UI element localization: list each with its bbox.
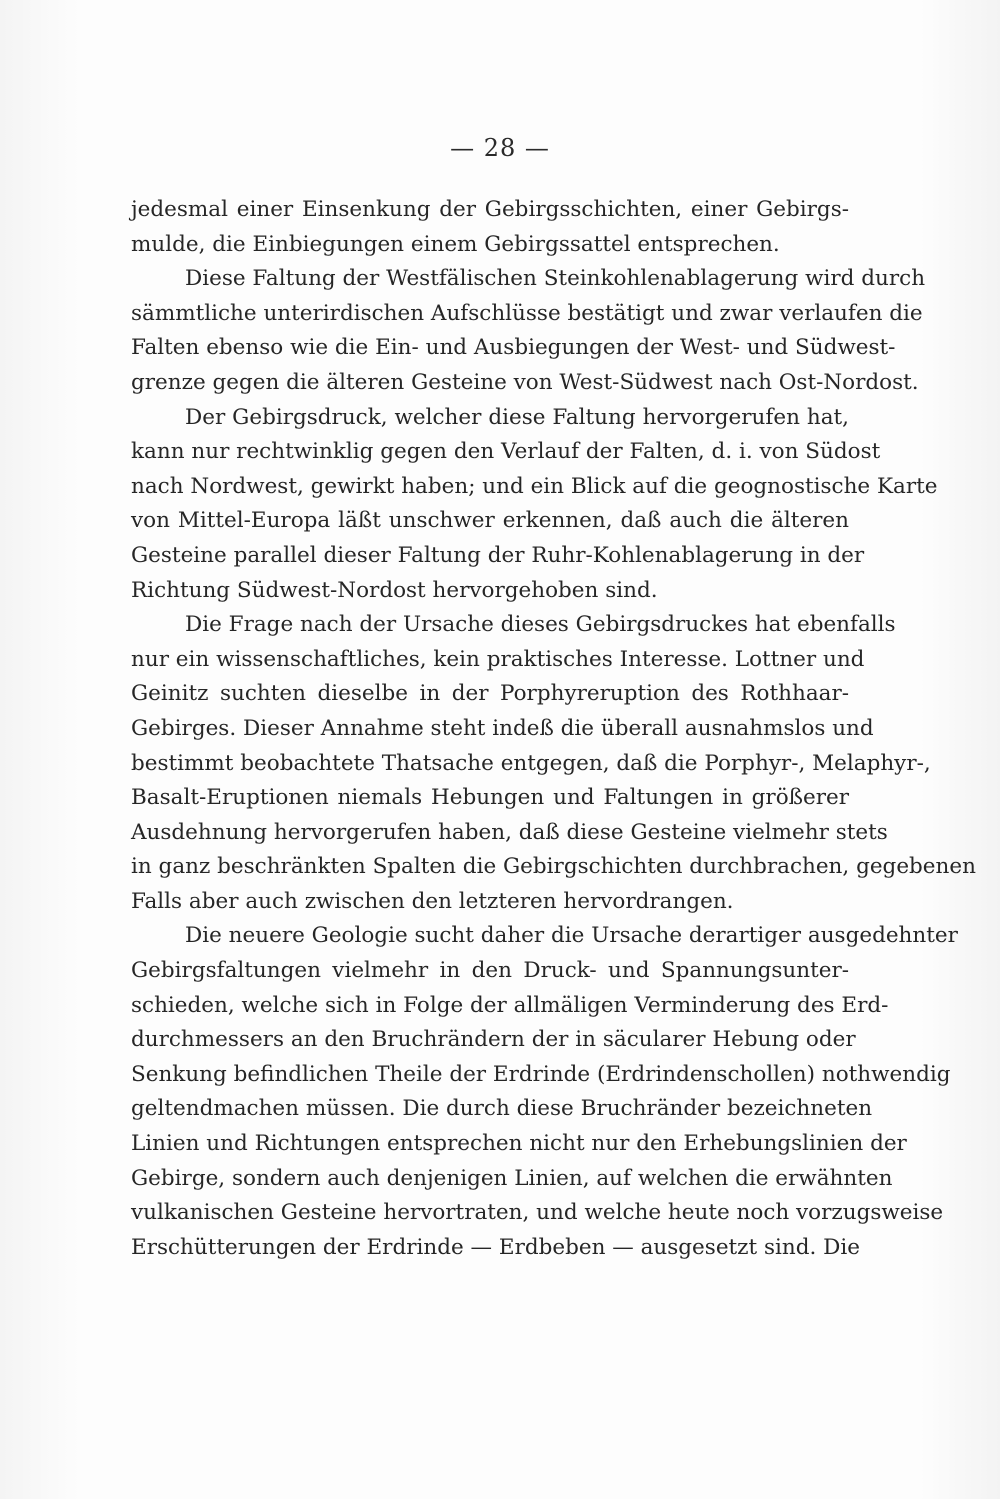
text-line: Senkung befindlichen Theile der Erdrinde (Erdrindenschollen) nothwendig — [131, 1061, 951, 1087]
text-line: Gebirges. Dieser Annahme steht indeß die überall ausnahmslos und — [131, 715, 874, 741]
text-line: Die Frage nach der Ursache dieses Gebirgsdruckes hat ebenfalls — [185, 612, 896, 638]
text-line: durchmessers an den Bruchrändern der in säcularer Hebung oder — [131, 1027, 856, 1053]
text-line: nach Nordwest, gewirkt haben; und ein Blick auf die geognostische Karte — [131, 473, 938, 499]
text-line: Gebirge, sondern auch denjenigen Linien, auf welchen die erwähnten — [131, 1165, 893, 1191]
text-line: Diese Faltung der Westfälischen Steinkohlenablagerung wird durch — [185, 266, 926, 292]
text-line: Falten ebenso wie die Ein- und Ausbiegungen der West- und Südwest- — [131, 335, 896, 361]
text-line: Ausdehnung hervorgerufen haben, daß diese Gesteine vielmehr stets — [131, 819, 888, 845]
text-line: Die neuere Geologie sucht daher die Ursache derartiger ausgedehnter — [185, 923, 958, 949]
text-line: Falls aber auch zwischen den letzteren hervordrangen. — [131, 888, 734, 914]
text-line: Linien und Richtungen entsprechen nicht nur den Erhebungslinien der — [131, 1131, 907, 1157]
text-line: von Mittel-Europa läßt unschwer erkennen, daß auch die älteren — [131, 508, 849, 534]
text-line: sämmtliche unterirdischen Aufschlüsse bestätigt und zwar verlaufen die — [131, 300, 923, 326]
text-line: Basalt-Eruptionen niemals Hebungen und Faltungen in größerer — [131, 785, 849, 811]
text-line: Der Gebirgsdruck, welcher diese Faltung hervorgerufen hat, — [185, 404, 849, 430]
page-number: — 28 — — [450, 134, 550, 162]
text-line: in ganz beschränkten Spalten die Gebirgschichten durchbrachen, gegebenen — [131, 854, 976, 880]
text-line: Gebirgsfaltungen vielmehr in den Druck- und Spannungsunter- — [131, 958, 849, 984]
text-line: geltendmachen müssen. Die durch diese Bruchränder bezeichneten — [131, 1096, 873, 1122]
text-line: kann nur rechtwinklig gegen den Verlauf der Falten, d. i. von Südost — [131, 439, 881, 465]
text-line: vulkanischen Gesteine hervortraten, und welche heute noch vorzugsweise — [131, 1200, 944, 1226]
text-line: nur ein wissenschaftliches, kein praktisches Interesse. Lottner und — [131, 646, 865, 672]
text-line: Richtung Südwest-Nordost hervorgehoben sind. — [131, 577, 658, 603]
text-line: schieden, welche sich in Folge der allmäligen Verminderung des Erd- — [131, 992, 889, 1018]
text-line: jedesmal einer Einsenkung der Gebirgsschichten, einer Gebirgs- — [131, 197, 849, 222]
text-line: Erschütterungen der Erdrinde — Erdbeben — ausgesetzt sind. Die — [131, 1234, 861, 1260]
text-line: grenze gegen die älteren Gesteine von West-Südwest nach Ost-Nordost. — [131, 369, 919, 395]
body-text — [131, 193, 976, 1265]
text-line: Gesteine parallel dieser Faltung der Ruhr-Kohlenablagerung in der — [131, 542, 865, 568]
text-line: Geinitz suchten dieselbe in der Porphyreruption des Rothhaar- — [131, 681, 849, 707]
text-line: bestimmt beobachtete Thatsache entgegen, daß die Porphyr-, Melaphyr-, — [131, 750, 931, 776]
text-line: mulde, die Einbiegungen einem Gebirgssattel entsprechen. — [131, 231, 780, 257]
